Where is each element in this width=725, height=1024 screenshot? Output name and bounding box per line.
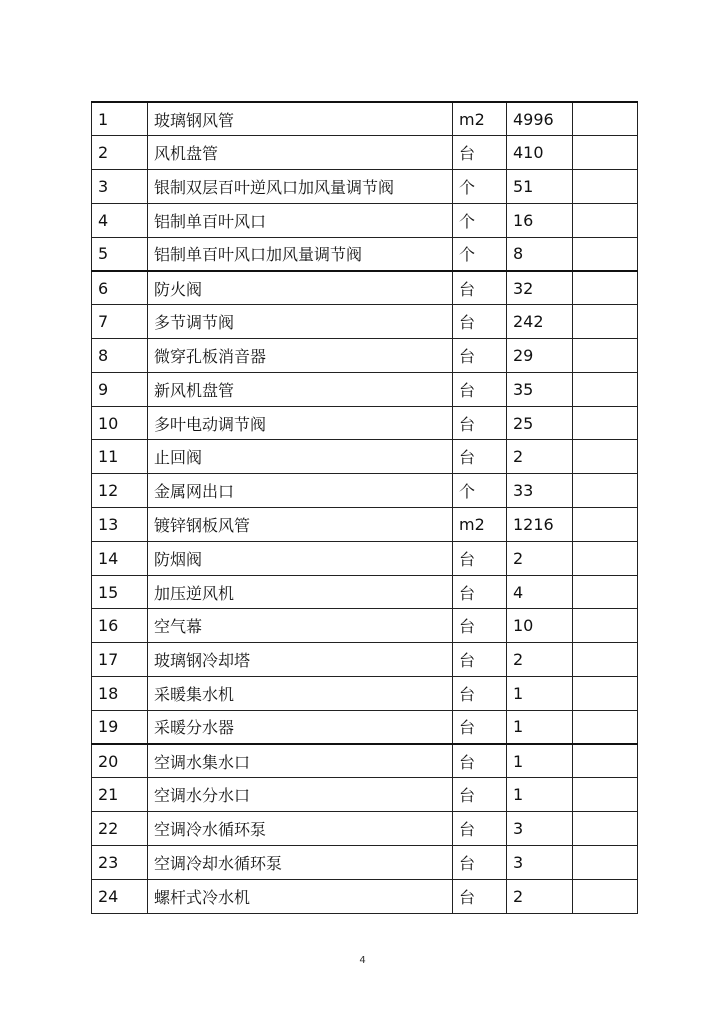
row-number-cell: 13 (92, 508, 148, 542)
table-row (92, 879, 638, 913)
remark-cell (573, 372, 638, 406)
table-row (92, 136, 638, 170)
remark-cell (573, 541, 638, 575)
quantity-cell: 1 (507, 778, 573, 812)
table-row (92, 609, 638, 643)
item-name-cell: 防烟阀 (148, 541, 453, 575)
unit-cell: 台 (453, 609, 507, 643)
quantity-cell: 35 (507, 372, 573, 406)
unit-cell: 台 (453, 305, 507, 339)
item-name-cell: 多节调节阀 (148, 305, 453, 339)
item-name-cell: 采暖集水机 (148, 677, 453, 711)
item-name-cell: 风机盘管 (148, 136, 453, 170)
unit-cell: 个 (453, 203, 507, 237)
remark-cell (573, 271, 638, 305)
unit-cell: 台 (453, 643, 507, 677)
quantity-cell: 8 (507, 237, 573, 271)
remark-cell (573, 203, 638, 237)
row-number-cell: 14 (92, 541, 148, 575)
item-name-cell: 空调冷却水循环泵 (148, 846, 453, 880)
quantity-cell: 2 (507, 643, 573, 677)
quantity-cell: 29 (507, 339, 573, 373)
quantity-cell: 1 (507, 677, 573, 711)
table-row (92, 778, 638, 812)
remark-cell (573, 677, 638, 711)
remark-cell (573, 643, 638, 677)
quantity-cell: 4996 (507, 102, 573, 136)
item-name-cell: 玻璃钢风管 (148, 102, 453, 136)
unit-cell: 个 (453, 237, 507, 271)
row-number-cell: 11 (92, 440, 148, 474)
row-number-cell: 17 (92, 643, 148, 677)
item-name-cell: 止回阀 (148, 440, 453, 474)
table-row (92, 812, 638, 846)
remark-cell (573, 710, 638, 744)
unit-cell: 台 (453, 744, 507, 778)
remark-cell (573, 609, 638, 643)
unit-cell: 台 (453, 271, 507, 305)
row-number-cell: 9 (92, 372, 148, 406)
table-row (92, 474, 638, 508)
unit-cell: 台 (453, 846, 507, 880)
unit-cell: 台 (453, 541, 507, 575)
row-number-cell: 6 (92, 271, 148, 305)
table-row (92, 744, 638, 778)
item-name-cell: 多叶电动调节阀 (148, 406, 453, 440)
remark-cell (573, 474, 638, 508)
unit-cell: 台 (453, 575, 507, 609)
remark-cell (573, 339, 638, 373)
remark-cell (573, 778, 638, 812)
quantity-cell: 410 (507, 136, 573, 170)
unit-cell: m2 (453, 508, 507, 542)
item-name-cell: 玻璃钢冷却塔 (148, 643, 453, 677)
unit-cell: 台 (453, 136, 507, 170)
remark-cell (573, 846, 638, 880)
item-name-cell: 镀锌钢板风管 (148, 508, 453, 542)
unit-cell: 个 (453, 474, 507, 508)
unit-cell: 台 (453, 879, 507, 913)
unit-cell: 台 (453, 710, 507, 744)
quantity-cell: 10 (507, 609, 573, 643)
table-row (92, 440, 638, 474)
unit-cell: 台 (453, 778, 507, 812)
row-number-cell: 12 (92, 474, 148, 508)
remark-cell (573, 305, 638, 339)
item-name-cell: 铝制单百叶风口加风量调节阀 (148, 237, 453, 271)
table-row (92, 575, 638, 609)
table-row (92, 406, 638, 440)
remark-cell (573, 440, 638, 474)
quantity-cell: 4 (507, 575, 573, 609)
table-row (92, 677, 638, 711)
row-number-cell: 21 (92, 778, 148, 812)
quantity-cell: 242 (507, 305, 573, 339)
unit-cell: 台 (453, 339, 507, 373)
unit-cell: 台 (453, 812, 507, 846)
row-number-cell: 5 (92, 237, 148, 271)
quantity-cell: 3 (507, 812, 573, 846)
table-row (92, 305, 638, 339)
item-name-cell: 铝制单百叶风口 (148, 203, 453, 237)
row-number-cell: 10 (92, 406, 148, 440)
item-name-cell: 银制双层百叶逆风口加风量调节阀 (148, 170, 453, 204)
item-name-cell: 螺杆式冷水机 (148, 879, 453, 913)
page-number: 4 (359, 955, 366, 966)
table-row (92, 541, 638, 575)
table-row (92, 203, 638, 237)
remark-cell (573, 744, 638, 778)
table-row (92, 271, 638, 305)
table-row (92, 508, 638, 542)
table-row (92, 643, 638, 677)
equipment-table (91, 101, 638, 914)
row-number-cell: 2 (92, 136, 148, 170)
item-name-cell: 新风机盘管 (148, 372, 453, 406)
row-number-cell: 20 (92, 744, 148, 778)
item-name-cell: 金属网出口 (148, 474, 453, 508)
remark-cell (573, 406, 638, 440)
table-row (92, 170, 638, 204)
remark-cell (573, 812, 638, 846)
item-name-cell: 空调冷水循环泵 (148, 812, 453, 846)
unit-cell: 台 (453, 440, 507, 474)
item-name-cell: 空气幕 (148, 609, 453, 643)
quantity-cell: 2 (507, 879, 573, 913)
row-number-cell: 18 (92, 677, 148, 711)
table-row (92, 237, 638, 271)
row-number-cell: 3 (92, 170, 148, 204)
table-row (92, 372, 638, 406)
quantity-cell: 1 (507, 710, 573, 744)
row-number-cell: 24 (92, 879, 148, 913)
quantity-cell: 25 (507, 406, 573, 440)
item-name-cell: 防火阀 (148, 271, 453, 305)
quantity-cell: 3 (507, 846, 573, 880)
row-number-cell: 19 (92, 710, 148, 744)
table-row (92, 102, 638, 136)
item-name-cell: 微穿孔板消音器 (148, 339, 453, 373)
row-number-cell: 7 (92, 305, 148, 339)
table-body (92, 102, 638, 913)
row-number-cell: 8 (92, 339, 148, 373)
unit-cell: 台 (453, 677, 507, 711)
item-name-cell: 空调水集水口 (148, 744, 453, 778)
quantity-cell: 16 (507, 203, 573, 237)
row-number-cell: 4 (92, 203, 148, 237)
unit-cell: 个 (453, 170, 507, 204)
unit-cell: m2 (453, 102, 507, 136)
remark-cell (573, 575, 638, 609)
unit-cell: 台 (453, 406, 507, 440)
row-number-cell: 15 (92, 575, 148, 609)
remark-cell (573, 237, 638, 271)
quantity-cell: 33 (507, 474, 573, 508)
table-row (92, 846, 638, 880)
quantity-cell: 2 (507, 440, 573, 474)
row-number-cell: 22 (92, 812, 148, 846)
remark-cell (573, 508, 638, 542)
item-name-cell: 空调水分水口 (148, 778, 453, 812)
row-number-cell: 23 (92, 846, 148, 880)
quantity-cell: 2 (507, 541, 573, 575)
remark-cell (573, 136, 638, 170)
item-name-cell: 加压逆风机 (148, 575, 453, 609)
quantity-cell: 1 (507, 744, 573, 778)
remark-cell (573, 102, 638, 136)
remark-cell (573, 170, 638, 204)
table-row (92, 339, 638, 373)
table-row (92, 710, 638, 744)
row-number-cell: 1 (92, 102, 148, 136)
quantity-cell: 51 (507, 170, 573, 204)
row-number-cell: 16 (92, 609, 148, 643)
remark-cell (573, 879, 638, 913)
item-name-cell: 采暖分水器 (148, 710, 453, 744)
quantity-cell: 1216 (507, 508, 573, 542)
quantity-cell: 32 (507, 271, 573, 305)
unit-cell: 台 (453, 372, 507, 406)
